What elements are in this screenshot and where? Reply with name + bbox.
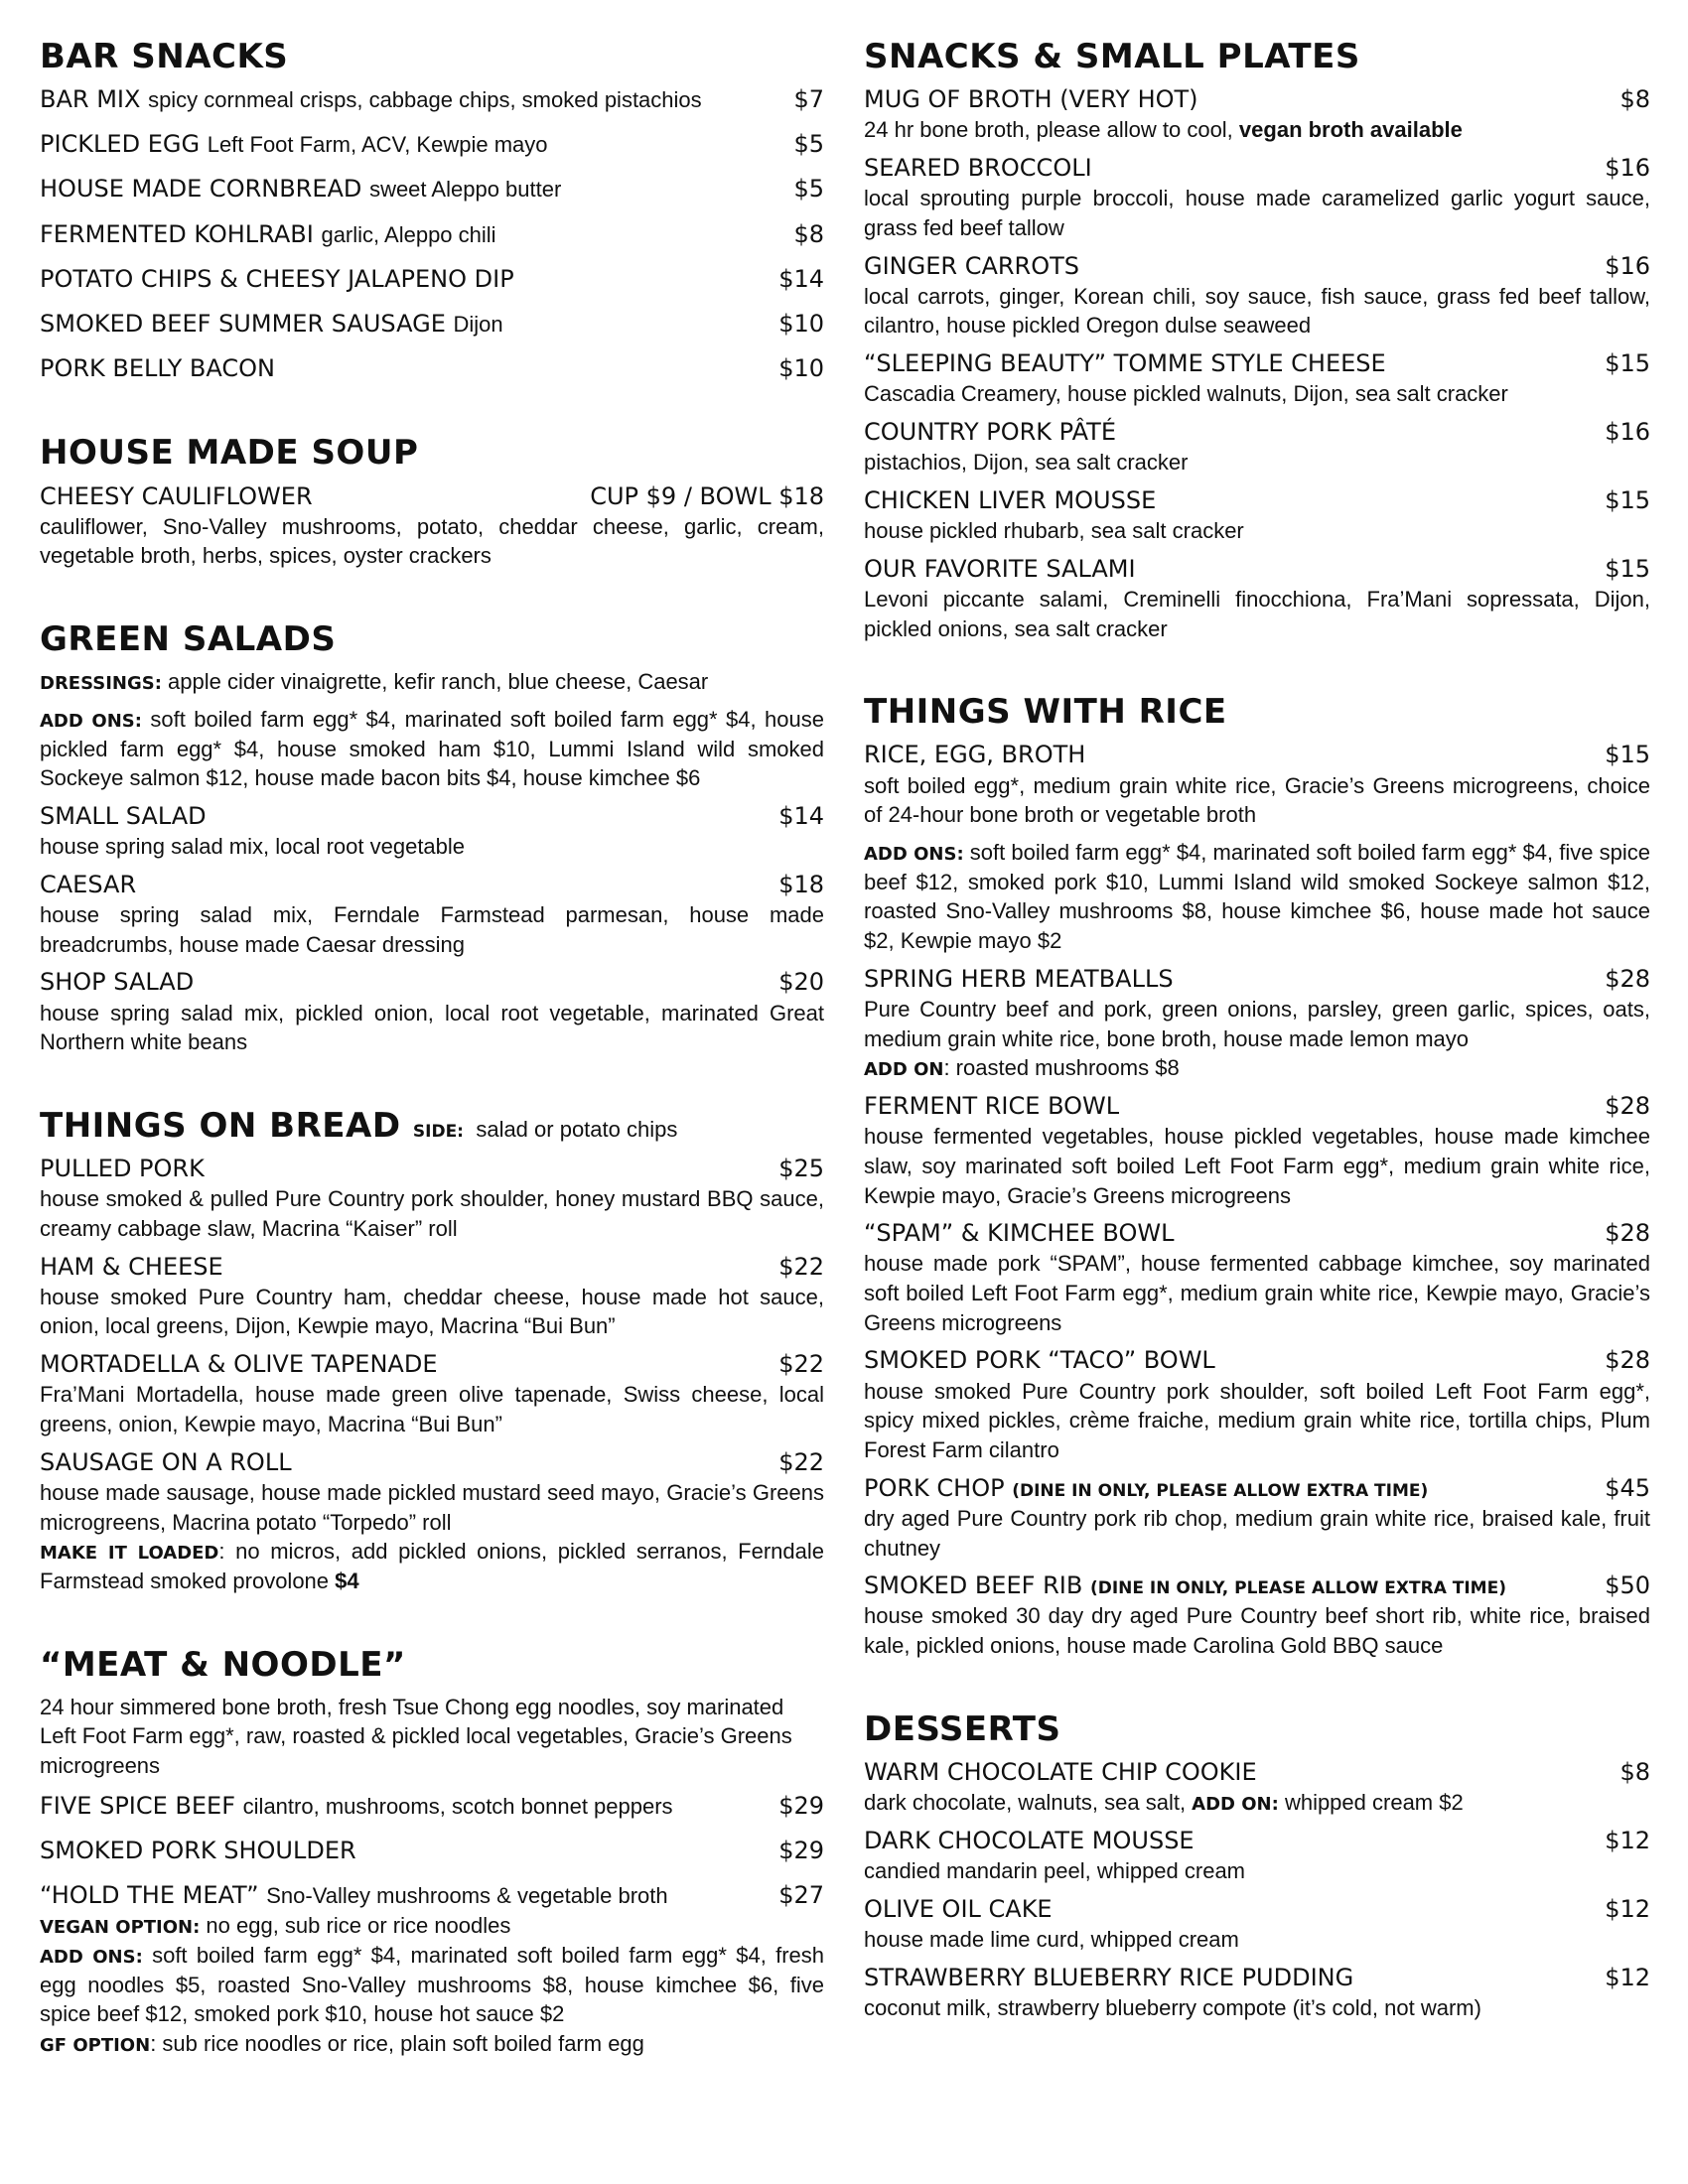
section-green-salads [40,620,824,1057]
item-name: SPRING HERB MEATBALLS [864,964,1174,993]
section-things-on-bread [40,1107,824,1596]
dressings-label: DRESSINGS: [40,673,162,695]
item-description: local carrots, ginger, Korean chili, soy sauce, fish sauce, grass fed beef tallow, cilantro, house pickled Oregon dulse seaweed [864,283,1650,339]
gf-option-note [40,2029,824,2059]
item-name: MORTADELLA & OLIVE TAPENADE [40,1350,438,1379]
item-name: PORK CHOP [864,1473,1005,1502]
item-inline-desc: cilantro, mushrooms, scotch bonnet peppers [242,1793,673,1819]
item-description: house smoked Pure Country ham, cheddar cheese, house made hot sauce, onion, local greens, Dijon, Kewpie mayo, Macrina “Bui Bun” [40,1284,824,1339]
menu-item [864,84,1650,145]
menu-item [864,1826,1650,1886]
addon-label: ADD ON [864,1059,944,1081]
vegan-text: no egg, sub rice or rice noodles [206,1913,511,1939]
item-price: $28 [1605,1091,1650,1120]
gf-text: : sub rice noodles or rice, plain soft boiled farm egg [150,2031,644,2057]
item-price: $14 [778,264,824,293]
menu-item [40,309,824,340]
item-name: COUNTRY PORK PÂTÉ [864,417,1116,446]
menu-item [40,1349,824,1439]
item-price: $29 [778,1836,824,1864]
item-description: house spring salad mix, Ferndale Farmstead parmesan, house made breadcrumbs, house made Caesar dressing [40,901,824,957]
item-name: WARM CHOCOLATE CHIP COOKIE [864,1757,1257,1786]
section-title: BAR SNACKS [40,37,289,76]
item-description: Fra’Mani Mortadella, house made green olive tapenade, Swiss cheese, local greens, onion, Kewpie mayo, Macrina “Bui Bun” [40,1382,824,1436]
loaded-label: MAKE IT LOADED [40,1543,219,1565]
item-name: SMOKED BEEF RIB [864,1571,1083,1600]
item-name: PULLED PORK [40,1155,205,1182]
item-price: $16 [1605,153,1650,182]
vegan-option-note [40,1911,824,1941]
item-description: house spring salad mix, pickled onion, local root vegetable, marinated Great Northern white beans [40,1000,824,1055]
item-price: $5 [793,175,824,204]
item-note: (DINE IN ONLY, PLEASE ALLOW EXTRA TIME) [1089,1578,1506,1599]
item-price: $25 [778,1155,824,1182]
item-name: “SLEEPING BEAUTY” TOMME STYLE CHEESE [864,349,1386,378]
item-price: $8 [793,219,824,248]
section-title: THINGS WITH RICE [864,692,1227,733]
menu-item [864,1091,1650,1210]
item-name: OLIVE OIL CAKE [864,1894,1053,1923]
addon-label: ADD ON: [1192,1794,1279,1816]
section-title: GREEN SALADS [40,619,337,660]
item-description: house spring salad mix, local root vegetable [40,834,466,860]
make-it-loaded-note [40,1537,824,1595]
item-description: coconut milk, strawberry blueberry compote (it’s cold, not warm) [864,1994,1481,2020]
section-meat-and-noodle [40,1646,824,2059]
item-inline-desc: sweet Aleppo butter [369,177,562,203]
item-description: house made sausage, house made pickled mustard seed mayo, Gracie’s Greens microgreens, Macrina potato “Torpedo” roll [40,1479,824,1535]
addons-note [40,1941,824,2029]
menu-item [864,153,1650,243]
item-price: $15 [1605,349,1650,378]
item-description: pistachios, Dijon, sea salt cracker [864,450,1189,476]
item-description: Pure Country beef and pork, green onions, parsley, green garlic, spices, oats, medium grain white rice, bone broth, house made lemon mayo [864,996,1650,1051]
item-price: $22 [778,1350,824,1379]
item-name: FERMENT RICE BOWL [864,1091,1120,1120]
item-price: $14 [778,801,824,830]
item-price: $8 [1619,85,1650,114]
menu-item [864,740,1650,830]
item-price: $18 [778,870,824,898]
addon-text: : roasted mushrooms $8 [943,1055,1180,1081]
section-title: SNACKS & SMALL PLATES [864,37,1360,76]
addons-label: ADD ONS: [40,710,142,732]
item-description: house made pork “SPAM”, house fermented cabbage kimchee, soy marinated soft boiled Left Foot Farm egg*, medium grain white rice, Kewpie mayo, Gracie’s Greens microgreens [864,1251,1650,1335]
gf-label: GF OPTION [40,2035,151,2057]
left-column [40,38,824,2109]
item-price: $5 [793,130,824,159]
item-name: HAM & CHEESE [40,1252,223,1281]
item-name: CHICKEN LIVER MOUSSE [864,485,1157,514]
addons-text: soft boiled farm egg* $4, marinated soft boiled farm egg* $4, five spice beef $12, smoked pork $10, Lummi Island wild smoked Sockeye salmon $12, roasted Sno-Valley mushrooms $8, house kimchee $6, house made hot sauce $2, Kewpie mayo $2 [864,839,1650,953]
menu-item [864,1218,1650,1337]
item-name: “HOLD THE MEAT” [40,1881,259,1910]
section-title: DESSERTS [864,1708,1061,1749]
item-description: house smoked & pulled Pure Country pork shoulder, honey mustard BBQ sauce, creamy cabbage slaw, Macrina “Kaiser” roll [40,1186,824,1241]
addon-note [864,1053,1650,1083]
desc-text: dark chocolate, walnuts, sea salt, [864,1790,1193,1816]
item-price: $22 [778,1447,824,1476]
item-name: BAR MIX [40,85,141,114]
item-price: $28 [1605,1346,1650,1375]
right-column [864,38,1650,2030]
addons-note [864,838,1650,956]
item-price: $45 [1605,1473,1650,1502]
item-name: OUR FAVORITE SALAMI [864,554,1136,583]
item-name: PICKLED EGG [40,130,201,159]
side-text: salad or potato chips [476,1116,678,1142]
section-desserts [864,1710,1650,2023]
section-title [40,1107,824,1146]
item-price: $20 [778,968,824,997]
menu-item [864,251,1650,341]
menu-item [40,219,824,250]
item-price: $15 [1605,554,1650,583]
item-name: “SPAM” & KIMCHEE BOWL [864,1219,1175,1248]
menu-item [864,485,1650,546]
loaded-text: : no micros, add pickled onions, pickled serranos, Ferndale Farmstead smoked provolone [40,1539,825,1593]
item-name: FERMENTED KOHLRABI [40,219,314,248]
menu-item [40,967,824,1057]
addon-text: whipped cream $2 [1278,1790,1464,1816]
menu-item [40,174,824,205]
item-description: house fermented vegetables, house pickled vegetables, house made kimchee slaw, soy marinated soft boiled Left Foot Farm egg*, medium grain white rice, Kewpie mayo, Gracie’s Greens microgreens [864,1124,1650,1208]
section-things-with-rice [864,693,1650,1661]
menu-item [40,1791,824,1822]
item-price: $10 [778,310,824,339]
item-price: $8 [1619,1757,1650,1786]
item-price: $12 [1605,1894,1650,1923]
menu-item [40,1154,824,1244]
item-inline-desc: spicy cornmeal crisps, cabbage chips, smoked pistachios [148,87,702,113]
section-soup [40,434,824,571]
menu-item [864,1473,1650,1564]
item-description: candied mandarin peel, whipped cream [864,1857,1246,1883]
item-description: house smoked Pure Country pork shoulder, soft boiled Left Foot Farm egg*, spicy mixed pickles, crème fraiche, medium grain white rice, tortilla chips, Plum Forest Farm cilantro [864,1378,1650,1462]
menu-item [864,417,1650,478]
item-inline-desc: Left Foot Farm, ACV, Kewpie mayo [207,132,548,158]
menu-item [40,264,824,295]
item-description: Levoni piccante salami, Creminelli finocchiona, Fra’Mani sopressata, Dijon, pickled onions, sea salt cracker [864,586,1650,641]
item-name: DARK CHOCOLATE MOUSSE [864,1826,1195,1854]
section-title: HOUSE MADE SOUP [40,433,419,474]
section-bar-snacks [40,38,824,384]
item-name: MUG OF BROTH (VERY HOT) [864,85,1198,114]
menu-item [864,964,1650,1083]
item-price: $16 [1605,417,1650,446]
menu-item [864,1345,1650,1464]
item-name: GINGER CARROTS [864,251,1080,280]
item-description: house smoked 30 day dry aged Pure Country beef short rib, white rice, braised kale, pickled onions, house made Carolina Gold BBQ sauce [864,1603,1650,1659]
menu-item [864,1570,1650,1661]
item-price: $12 [1605,1963,1650,1991]
item-name: FIVE SPICE BEEF [40,1791,236,1820]
item-description: soft boiled egg*, medium grain white rice, Gracie’s Greens microgreens, choice of 24-hour bone broth or vegetable broth [864,772,1650,828]
item-name: CHEESY CAULIFLOWER [40,481,313,510]
item-price: $15 [1605,485,1650,514]
item-price: $22 [778,1252,824,1281]
section-title-text: THINGS ON BREAD [40,1105,401,1146]
item-name: CAESAR [40,870,137,898]
item-name: PORK BELLY BACON [40,354,275,383]
item-price: $15 [1605,741,1650,769]
item-price: $16 [1605,251,1650,280]
addons-note [40,705,824,793]
menu-item [864,1894,1650,1955]
menu-item [40,129,824,160]
menu-item [40,801,824,862]
item-inline-desc: Sno-Valley mushrooms & vegetable broth [266,1883,668,1909]
menu-item [40,84,824,115]
loaded-price: $4 [335,1568,359,1593]
dressings-note [40,667,824,697]
item-description [864,1788,1650,1818]
desc-text: 24 hr bone broth, please allow to cool, [864,117,1239,143]
item-description: Cascadia Creamery, house pickled walnuts, Dijon, sea salt cracker [864,381,1508,407]
item-description [864,115,1650,145]
menu-item [864,1757,1650,1818]
item-price: $50 [1605,1571,1650,1600]
item-price: $10 [778,354,824,383]
side-label: SIDE: [412,1121,464,1142]
item-inline-desc: garlic, Aleppo chili [321,221,496,247]
item-description: dry aged Pure Country pork rib chop, medium grain white rice, braised kale, fruit chutney [864,1505,1650,1561]
item-name: STRAWBERRY BLUEBERRY RICE PUDDING [864,1963,1354,1991]
item-price: $12 [1605,1826,1650,1854]
menu-item [864,348,1650,409]
menu-item [40,870,824,960]
item-name: SMOKED PORK “TACO” BOWL [864,1346,1215,1375]
section-small-plates [864,38,1650,643]
desc-bold-text: vegan broth available [1238,117,1463,143]
section-intro: 24 hour simmered bone broth, fresh Tsue Chong egg noodles, soy marinated Left Foot Farm egg*, raw, roasted & pickled local vegetables, Gracie’s Greens microgreens [40,1694,792,1779]
section-title: “MEAT & NOODLE” [40,1644,406,1685]
menu-item [40,1447,824,1596]
menu-item [864,1963,1650,2023]
item-name: SMOKED BEEF SUMMER SAUSAGE [40,310,446,339]
item-name: SAUSAGE ON A ROLL [40,1447,292,1476]
item-name: POTATO CHIPS & CHEESY JALAPENO DIP [40,264,514,293]
item-name: HOUSE MADE CORNBREAD [40,175,362,204]
item-name: SEARED BROCCOLI [864,153,1092,182]
item-price: $27 [778,1881,824,1910]
addons-text: soft boiled farm egg* $4, marinated soft boiled farm egg* $4, house pickled farm egg* $4, house smoked ham $10, Lummi Island wild smoked Sockeye salmon $12, house made bacon bits $4, house kimchee $6 [40,706,824,791]
item-inline-desc: Dijon [453,312,503,338]
item-description: cauliflower, Sno-Valley mushrooms, potato, cheddar cheese, garlic, cream, vegetable broth, herbs, spices, oyster crackers [40,513,824,569]
addons-label: ADD ONS: [864,843,964,865]
item-name: RICE, EGG, BROTH [864,741,1086,769]
item-note: (DINE IN ONLY, PLEASE ALLOW EXTRA TIME) [1012,1480,1429,1501]
menu-item [40,1880,824,1911]
menu-item [40,481,824,572]
item-price: $28 [1605,964,1650,993]
item-name: SMOKED PORK SHOULDER [40,1836,356,1864]
addons-text: soft boiled farm egg* $4, marinated soft boiled farm egg* $4, fresh egg noodles $5, roasted Sno-Valley mushrooms $8, house kimchee $6, five spice beef $12, smoked pork $10, house hot sauce $2 [40,1943,824,2027]
addons-label: ADD ONS: [40,1947,143,1969]
item-description: local sprouting purple broccoli, house made caramelized garlic yogurt sauce, grass fed beef tallow [864,186,1650,240]
menu-item [40,353,824,384]
item-price: $7 [793,85,824,114]
item-price: CUP $9 / BOWL $18 [590,481,824,510]
item-description: house pickled rhubarb, sea salt cracker [864,518,1244,544]
item-name: SHOP SALAD [40,968,195,997]
dressings-text: apple cider vinaigrette, kefir ranch, blue cheese, Caesar [168,669,709,695]
vegan-label: VEGAN OPTION: [40,1917,201,1939]
item-name: SMALL SALAD [40,801,207,830]
menu-item [40,1252,824,1342]
menu-item [864,554,1650,644]
item-price: $29 [778,1791,824,1820]
item-price: $28 [1605,1219,1650,1248]
item-description: house made lime curd, whipped cream [864,1926,1239,1952]
menu-item [40,1836,824,1866]
